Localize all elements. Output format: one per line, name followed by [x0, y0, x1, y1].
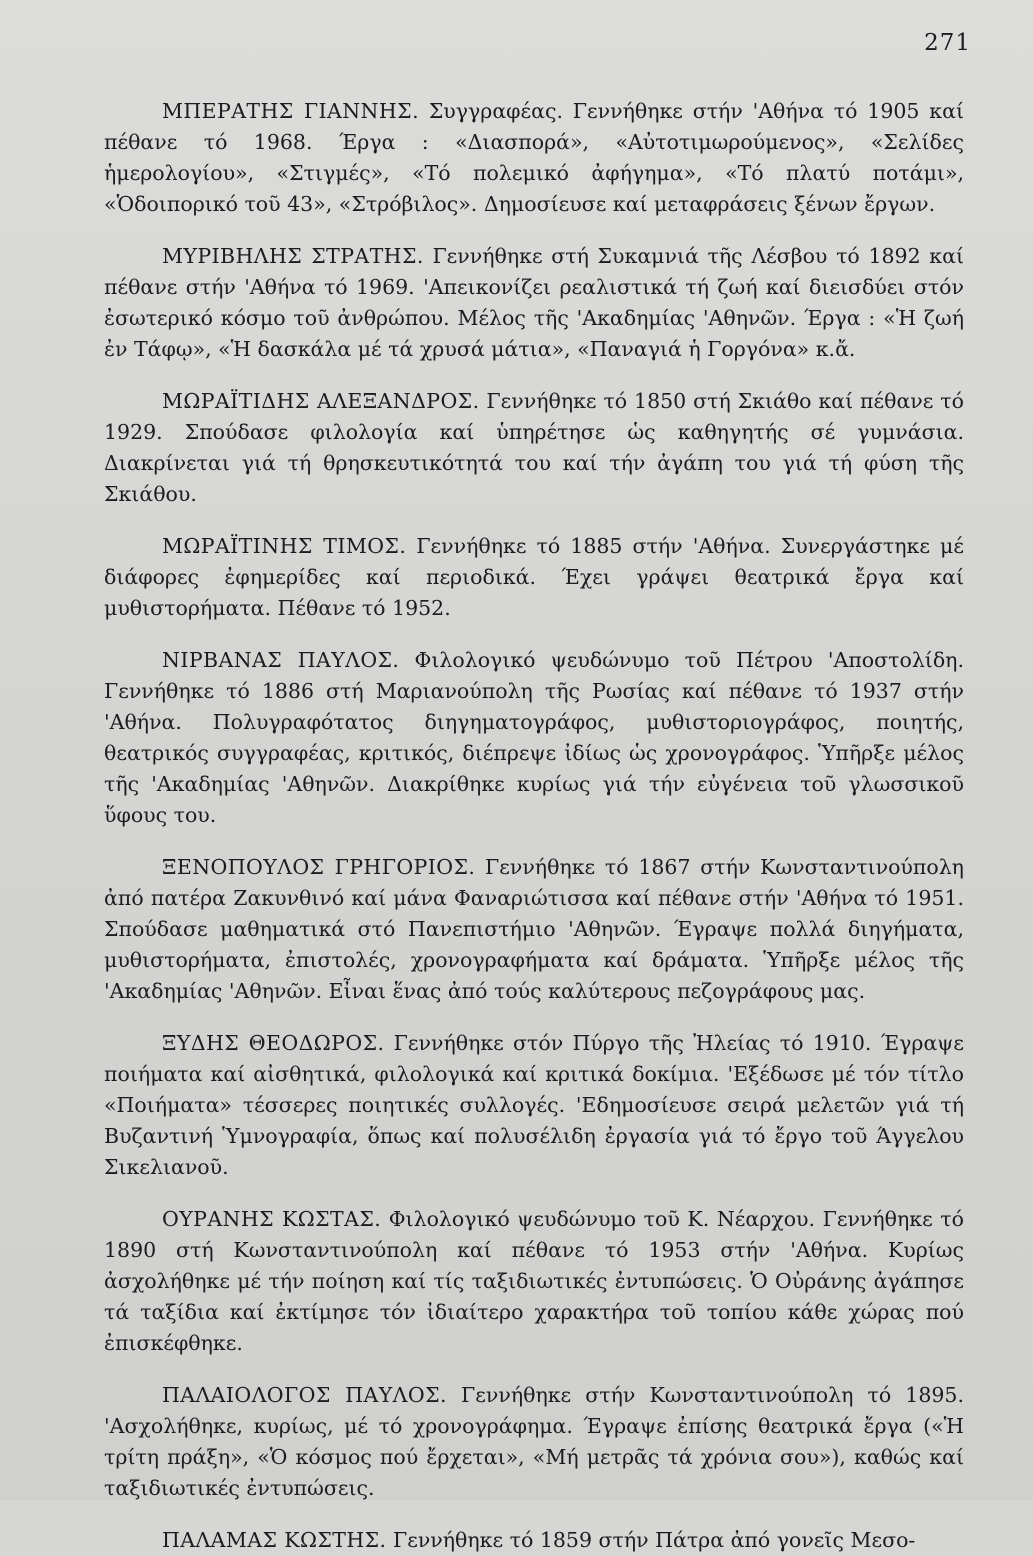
entry-name: ΠΑΛΑΜΑΣ ΚΩΣΤΗΣ. — [162, 1528, 387, 1552]
entry-biography — [104, 531, 964, 624]
entry-name: ΟΥΡΑΝΗΣ ΚΩΣΤΑΣ. — [162, 1207, 382, 1231]
biography-entries — [104, 96, 964, 1556]
entry-text: Φιλολογικό ψευδώνυμο τοῦ Κ. Νέαρχου. Γεννήθηκε τό 1890 στή Κωνσταντινούπολη καί πέθανε τό 1953 στήν 'Αθήνα. Κυρίως ἀσχολήθηκε μέ τήν ποίηση καί τίς ταξιδιωτικές ἐντυπώσεις. Ὁ Οὐράνης ἀγάπησε τά ταξίδια καί ἐκτίμησε τόν ἰδιαίτερο χαρακτήρα τοῦ τοπίου κάθε χώρας πού ἐπισκέφθηκε. — [104, 1207, 964, 1355]
entry-name: ΞΕΝΟΠΟΥΛΟΣ ΓΡΗΓΟΡΙΟΣ. — [162, 855, 476, 879]
entry-name: ΠΑΛΑΙΟΛΟΓΟΣ ΠΑΥΛΟΣ. — [162, 1383, 447, 1407]
entry-name: ΜΥΡΙΒΗΛΗΣ ΣΤΡΑΤΗΣ. — [162, 244, 424, 268]
entry-text: Γεννήθηκε τό 1850 στή Σκιάθο καί πέθανε τό 1929. Σπούδασε φιλολογία καί ὑπηρέτησε ὡς καθηγητής σέ γυμνάσια. Διακρίνεται γιά τή θρησκευτικότητά του καί τήν ἀγάπη του γιά τή φύση τῆς Σκιάθου. — [104, 389, 964, 506]
entry-text: Φιλολογικό ψευδώνυμο τοῦ Πέτρου 'Αποστολίδη. Γεννήθηκε τό 1886 στή Μαριανούπολη τῆς Ρωσίας καί πέθανε τό 1937 στήν 'Αθήνα. Πολυγραφότατος διηγηματογράφος, μυθιστοριογράφος, ποιητής, θεατρικός συγγραφέας, κριτικός, διέπρεψε ἰδίως ὡς χρονογράφος. Ὑπῆρξε μέλος τῆς 'Ακαδημίας 'Αθηνῶν. Διακρίθηκε κυρίως γιά τήν εὐγένεια τοῦ γλωσσικοῦ ὕφους του. — [104, 648, 964, 827]
entry-text: Γεννήθηκε στήν Κωνσταντινούπολη τό 1895. 'Ασχολήθηκε, κυρίως, μέ τό χρονογράφημα. Έγραψε ἐπίσης θεατρικά ἔργα («Ἡ τρίτη πράξη», «Ὁ κόσμος πού ἔρχεται», «Μή μετρᾶς τά χρόνια σου»), καθώς καί ταξιδιωτικές ἐντυπώσεις. — [104, 1383, 964, 1500]
entry-text: Γεννήθηκε στή Συκαμνιά τῆς Λέσβου τό 1892 καί πέθανε στήν 'Αθήνα τό 1969. 'Απεικονίζει ρεαλιστικά τή ζωή καί διεισδύει στόν ἐσωτερικό κόσμο τοῦ ἀνθρώπου. Μέλος τῆς 'Ακαδημίας 'Αθηνῶν. Έργα : «Ἡ ζωή ἐν Τάφῳ», «Ἡ δασκάλα μέ τά χρυσά μάτια», «Παναγιά ἡ Γοργόνα» κ.ἄ. — [104, 244, 964, 361]
entry-biography — [104, 1380, 964, 1504]
entry-biography — [104, 241, 964, 365]
entry-biography — [104, 645, 964, 831]
entry-name: ΜΩΡΑΪΤΙΝΗΣ ΤΙΜΟΣ. — [162, 534, 407, 558]
entry-name: ΝΙΡΒΑΝΑΣ ΠΑΥΛΟΣ. — [162, 648, 400, 672]
entry-text: Συγγραφέας. Γεννήθηκε στήν 'Αθήνα τό 1905 καί πέθανε τό 1968. Έργα : «Διασπορά», «Αὐτοτιμωρούμενος», «Σελίδες ἡμερολογίου», «Στιγμές», «Τό πολεμικό ἀφήγημα», «Τό πλατύ ποτάμι», «Ὁδοιπορικό τοῦ 43», «Στρόβιλος». Δημοσίευσε καί μεταφράσεις ξένων ἔργων. — [104, 99, 964, 216]
entry-text: Γεννήθηκε τό 1885 στήν 'Αθήνα. Συνεργάστηκε μέ διάφορες ἐφημερίδες καί περιοδικά. Έχει γράψει θεατρικά ἔργα καί μυθιστορήματα. Πέθανε τό 1952. — [104, 534, 964, 620]
entry-name: ΜΩΡΑΪΤΙΔΗΣ ΑΛΕΞΑΝΔΡΟΣ. — [162, 389, 480, 413]
entry-biography — [104, 852, 964, 1007]
entry-biography — [104, 1028, 964, 1183]
entry-biography — [104, 386, 964, 510]
entry-biography — [104, 1525, 964, 1556]
entry-biography — [104, 96, 964, 220]
entry-name: ΜΠΕΡΑΤΗΣ ΓΙΑΝΝΗΣ. — [162, 99, 419, 123]
entry-text: Γεννήθηκε τό 1867 στήν Κωνσταντινούπολη ἀπό πατέρα Ζακυνθινό καί μάνα Φαναριώτισσα καί πέθανε στήν 'Αθήνα τό 1951. Σπούδασε μαθηματικά στό Πανεπιστήμιο 'Αθηνῶν. Έγραψε πολλά διηγήματα, μυθιστορήματα, ἐπιστολές, χρονογραφήματα καί δράματα. Ὑπῆρξε μέλος τῆς 'Ακαδημίας 'Αθηνῶν. Εἶναι ἕνας ἀπό τούς καλύτερους πεζογράφους μας. — [104, 855, 964, 1003]
entry-text: Γεννήθηκε στόν Πύργο τῆς Ἠλείας τό 1910. Έγραψε ποιήματα καί αἰσθητικά, φιλολογικά καί κριτικά δοκίμια. 'Εξέδωσε μέ τόν τίτλο «Ποιήματα» τέσσερες ποιητικές συλλογές. 'Εδημοσίευσε σειρά μελετῶν γιά τή Βυζαντινή Ὑμνογραφία, ὅπως καί πολυσέλιδη ἐργασία γιά τό ἔργο τοῦ Άγγελου Σικελιανοῦ. — [104, 1031, 964, 1179]
entry-text: Γεννήθηκε τό 1859 στήν Πάτρα ἀπό γονεῖς Μεσο- — [393, 1528, 916, 1552]
entry-biography — [104, 1204, 964, 1359]
entry-name: ΞΥΔΗΣ ΘΕΟΔΩΡΟΣ. — [162, 1031, 385, 1055]
page-number: 271 — [924, 30, 971, 56]
